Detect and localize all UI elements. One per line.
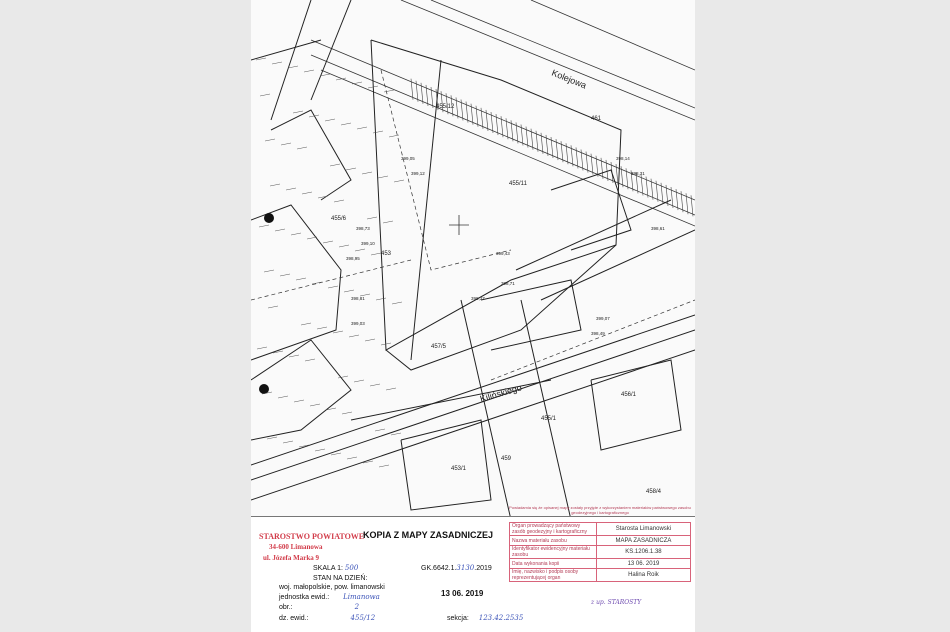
meta-row <box>510 546 691 559</box>
meta-row-value: 13 06. 2019 <box>596 559 690 569</box>
gk-label: GK.6642.1. <box>421 565 457 572</box>
sekcja-label: sekcja: <box>447 615 469 622</box>
meta-caption: Powiadamia się że opisanej mapy zostały przyjęte z wykorzystaniem materiałów państwowego zasobu geodezyjnego i kartograficznego <box>509 505 691 515</box>
map-marker-dot <box>259 384 269 394</box>
meta-row-value: Halina Roik <box>596 569 690 582</box>
height-elevation: 399,03 <box>351 321 365 326</box>
parcel-number: 458/4 <box>646 489 662 495</box>
meta-row <box>510 523 691 536</box>
office-stamp-line3: ul. Józefa Marka 9 <box>263 554 319 562</box>
height-elevation: 398,14 <box>616 156 630 161</box>
street-label-kolejowa: Kolejowa <box>550 67 588 91</box>
cadastral-map <box>251 0 695 520</box>
height-elevation: 399,12 <box>411 171 425 176</box>
parcel-number: 459 <box>501 456 512 462</box>
meta-row-value: KS.1206.1.38 <box>596 546 690 559</box>
height-elevation: 398,61 <box>651 226 665 231</box>
scale-label: SKALA 1: <box>313 565 343 572</box>
height-elevation: 398,49 <box>591 331 605 336</box>
dz-label: dz. ewid.: <box>279 615 309 622</box>
meta-row-value: Starosta Limanowski <box>596 523 690 536</box>
dz-value: 455/12 <box>350 614 376 622</box>
map-marker-dot <box>264 213 274 223</box>
meta-row-label: Imię, nazwisko i podpis osoby reprezentującej organ <box>510 569 597 582</box>
office-stamp-line1: STAROSTWO POWIATOWE <box>259 532 365 541</box>
scale-value: 500 <box>344 564 359 572</box>
meta-stamp-text: z up. STAROSTY <box>591 599 642 606</box>
height-elevation: 398,37 <box>471 296 485 301</box>
gk-value: 3130 <box>456 564 475 572</box>
obr-value: 2 <box>354 603 360 611</box>
parcel-number: 455/6 <box>331 216 347 222</box>
height-elevation: 399,07 <box>596 316 610 321</box>
gk-year: .2019 <box>474 565 492 572</box>
meta-row-label: Nazwa materiału zasobu <box>510 536 597 546</box>
parcel-number: 456/1 <box>621 392 637 398</box>
meta-table <box>509 522 691 582</box>
height-elevation: 399,43 <box>496 251 510 256</box>
office-stamp-line2: 34-600 Limanowa <box>269 543 323 551</box>
parcel-number: 453/1 <box>451 466 467 472</box>
parcel-number: 455/11 <box>509 181 527 187</box>
street-label-kilinskiego: Kilińskiego <box>478 382 523 404</box>
meta-row-label: Data wykonania kopii <box>510 559 597 569</box>
meta-row <box>510 559 691 569</box>
state-label: STAN NA DZIEŃ: <box>313 575 368 582</box>
meta-row-label: Organ prowadzący państwowy zasób geodezyjny i kartograficzny <box>510 523 597 536</box>
meta-row-label: Identyfikator ewidencyjny materiału zasobu <box>510 546 597 559</box>
meta-row <box>510 536 691 546</box>
unit-label: jednostka ewid.: <box>279 594 330 601</box>
meta-row-value: MAPA ZASADNICZA <box>596 536 690 546</box>
document-legend <box>251 505 695 632</box>
parcel-number: 453 <box>381 251 392 257</box>
height-elevation: 398,81 <box>351 296 365 301</box>
height-elevation: 399,10 <box>361 241 375 246</box>
height-elevation: 399,05 <box>401 156 415 161</box>
sekcja-value: 123.42.2535 <box>478 614 524 622</box>
parcel-number: 457/5 <box>431 344 447 350</box>
height-elevation: 398,73 <box>356 226 370 231</box>
meta-row <box>510 569 691 582</box>
height-elevation: 398,71 <box>501 281 515 286</box>
height-elevation: 398,31 <box>631 171 645 176</box>
unit-value: Limanowa <box>343 593 380 601</box>
height-elevation: 398,95 <box>346 256 360 261</box>
map-copy-sheet <box>251 0 695 632</box>
date-stamp: 13 06. 2019 <box>441 589 484 598</box>
parcel-number: 461 <box>591 116 602 122</box>
location-label: woj. małopolskie, pow. limanowski <box>279 584 385 591</box>
parcel-number: 455/12 <box>436 104 455 110</box>
obr-label: obr.: <box>279 604 293 611</box>
parcel-number: 455/1 <box>541 416 557 422</box>
document-title: KOPIA Z MAPY ZASADNICZEJ <box>363 530 494 540</box>
